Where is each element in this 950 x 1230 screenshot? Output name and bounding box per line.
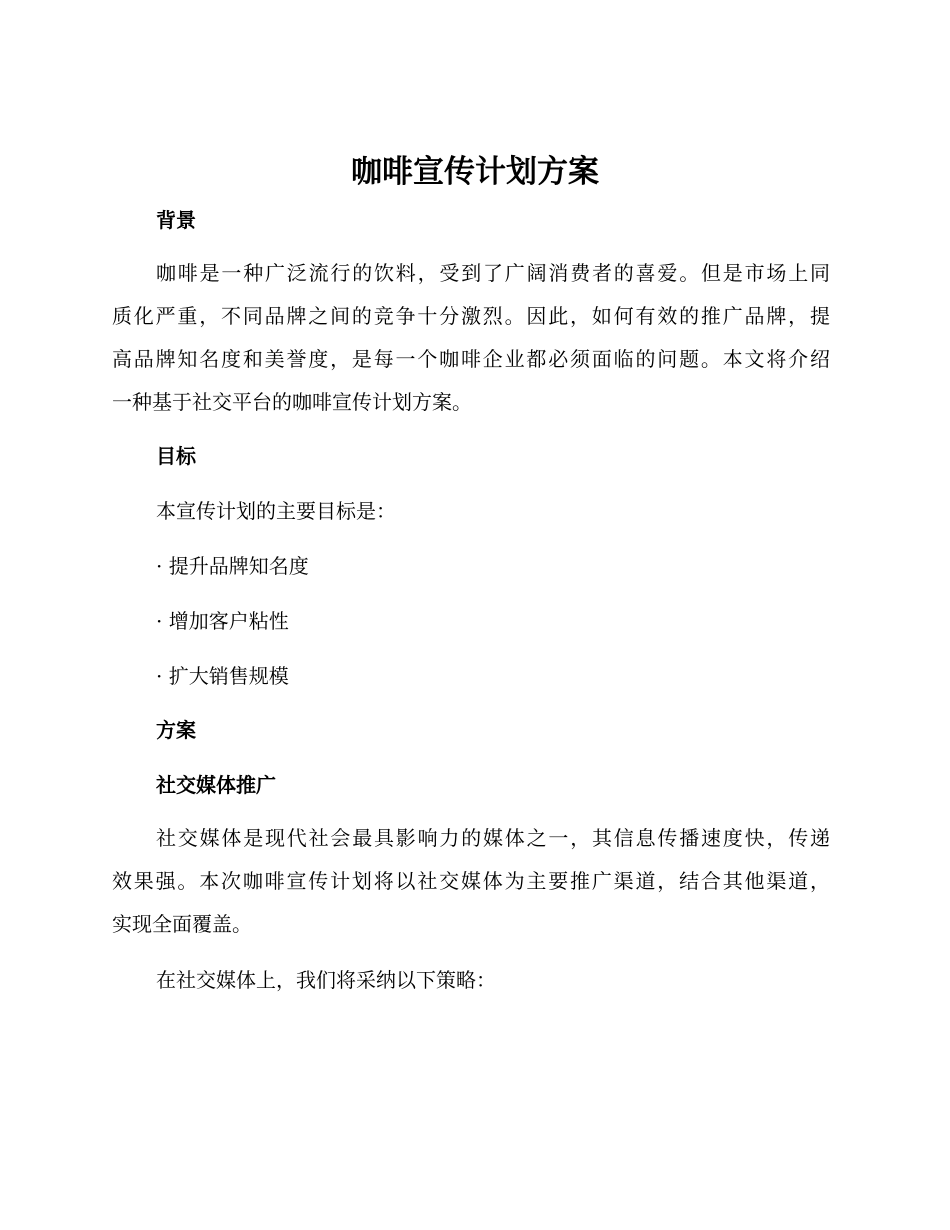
goals-intro: 本宣传计划的主要目标是： <box>156 499 396 523</box>
paragraph-line: 一种基于社交平台的咖啡宣传计划方案。 <box>112 390 472 414</box>
background-paragraph <box>112 252 830 424</box>
document-title: 咖啡宣传计划方案 <box>351 154 599 190</box>
section-heading-goals: 目标 <box>156 444 196 468</box>
goal-list-item: · 扩大销售规模 <box>156 664 289 688</box>
paragraph-line: 质化严重，不同品牌之间的竞争十分激烈。因此，如何有效的推广品牌，提 <box>112 304 830 328</box>
paragraph-line: 实现全面覆盖。 <box>112 912 252 936</box>
subsection-heading-social-media: 社交媒体推广 <box>156 773 276 797</box>
strategy-intro: 在社交媒体上，我们将采纳以下策略： <box>156 968 496 992</box>
social-media-paragraph <box>112 817 830 946</box>
goal-list-item: · 增加客户粘性 <box>156 609 289 633</box>
paragraph-line: 社交媒体是现代社会最具影响力的媒体之一，其信息传播速度快，传递 <box>156 826 830 850</box>
section-heading-plan: 方案 <box>156 718 196 742</box>
goal-list-item: · 提升品牌知名度 <box>156 554 309 578</box>
paragraph-line: 高品牌知名度和美誉度，是每一个咖啡企业都必须面临的问题。本文将介绍 <box>112 347 830 371</box>
section-heading-background: 背景 <box>156 208 196 232</box>
paragraph-line: 效果强。本次咖啡宣传计划将以社交媒体为主要推广渠道，结合其他渠道， <box>112 869 830 893</box>
paragraph-line: 咖啡是一种广泛流行的饮料，受到了广阔消费者的喜爱。但是市场上同 <box>156 261 830 285</box>
